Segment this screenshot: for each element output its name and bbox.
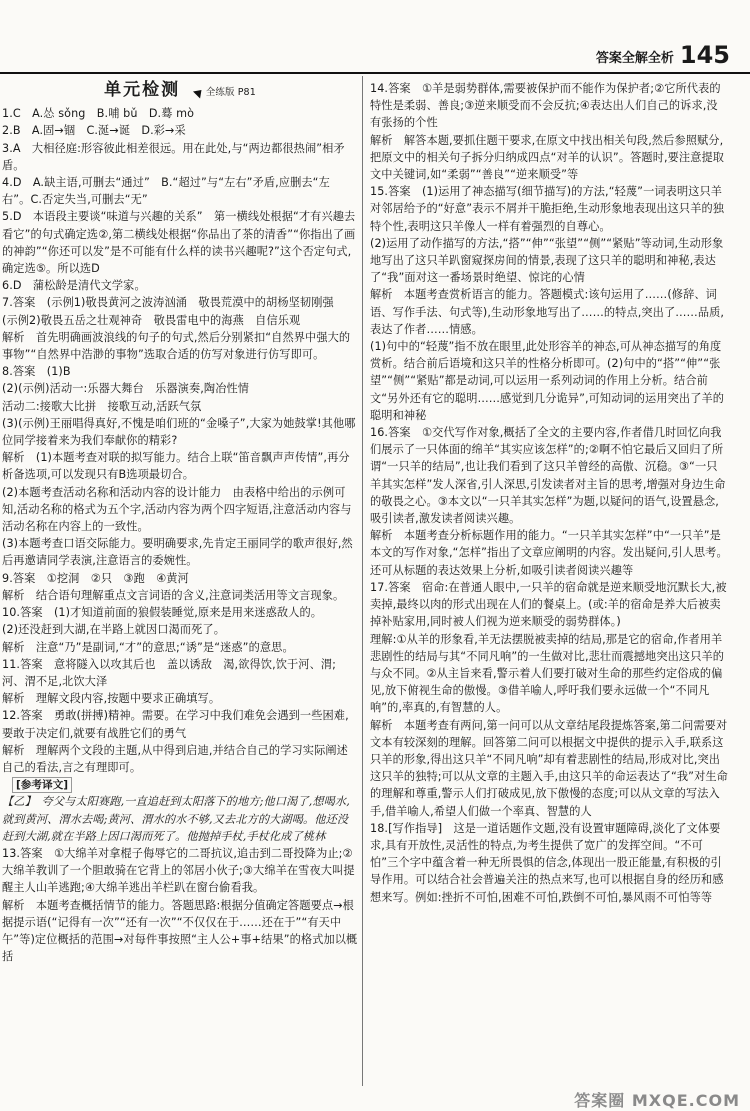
- header-rule: [0, 72, 750, 74]
- answer-paragraph: 13.答案 ①大绵羊对拿棍子侮辱它的二哥抗议,追击到二哥投降为止;②大绵羊教训了一个胆敢骑在它背上的邻居小伙子;③大绵羊在雪夜大叫提醒主人山羊逃跑;④大绵羊逃出羊栏趴在窗台偷看我。: [2, 846, 355, 895]
- answer-paragraph: (2)运用了动作描写的方法,“搭”“伸”“张望”“侧”“紧贴”等动词,生动形象地写出了这只羊趴窗窥探房间的情景,表现了这只羊的聪明和神秘,表达了“我”面对这一番场景时绝望、惊诧的心情: [370, 236, 724, 285]
- page-header: [595, 41, 730, 69]
- answer-paragraph: 解析 首先明确画波浪线的句子的句式,然后分别紧扣“自然界中强大的事物”“自然界中浩渺的事物”选取合适的仿写对象进行仿写即可。: [2, 330, 351, 362]
- answer-paragraph: 4.D A.缺主语,可删去“通过” B.“超过”与“左右”矛盾,应删去“左右”。C.否定失当,可删去“无”: [2, 176, 330, 207]
- answer-paragraph: 17.答案 宿命:在普通人眼中,一只羊的宿命就是逆来顺受地沉默长大,被卖掉,最终以肉的形式出现在人们的餐桌上。(或:羊的宿命是养大后被卖掉补贴家用,同时被人们视为逆来顺受的弱势群体。): [370, 580, 727, 629]
- answer-paragraph: 18.[写作指导] 这是一道话题作文题,没有设置审题障碍,淡化了文体要求,具有开放性,灵活性的特点,为考生提供了宽广的发挥空间。“不可怕”三个字中蕴含着一种无所畏惧的信念,体现出一股正能量,有积极的引导作用。可以结合社会普遍关注的热点来写,也可以根据自身的经历和感想来写。例如:挫折不可怕,困难不可怕,跌倒不可怕,暴风雨不可怕等等: [370, 821, 724, 904]
- right-answer-list: [370, 80, 728, 906]
- watermark-logo: 答案圈 MXQE.COM: [574, 1091, 740, 1110]
- answer-paragraph: 解析 理解两个文段的主题,从中得到启迪,并结合自己的学习实际阐述自己的看法,言之有理即可。: [2, 743, 348, 774]
- answer-paragraph: 解析 结合语句理解重点文言词语的含义,注意词类活用等文言现象。: [2, 588, 345, 602]
- answer-paragraph: 解析 本题考查赏析语言的能力。答题模式:该句运用了……(修辞、词语、写作手法、句式等),生动形象地写出了……的特点,突出了……品质,表达了作者……情感。: [370, 288, 725, 336]
- answer-paragraph: (3)本题考查口语交际能力。要明确要求,先肯定王丽同学的歌声很好,然后再邀请同学表演,注意语言的委婉性。: [2, 537, 353, 568]
- answer-paragraph: 12.答案 勇敢(拼搏)精神。需要。在学习中我们难免会遇到一些困难,要敢于决定们,就要有战胜它们的勇气: [2, 709, 349, 740]
- left-answer-list-tail: [2, 845, 358, 965]
- answer-paragraph: (3)(示例)王丽唱得真好,不愧是咱们班的“金嗓子”,大家为她鼓掌!其他哪位同学接着来为我们奉献你的精彩?: [2, 416, 356, 448]
- answer-paragraph: 活动二:接歌大比拼 接歌互动,活跃气氛: [2, 399, 202, 413]
- answer-paragraph: 解析 (1)本题考查对联的拟写能力。结合上联“笛音飘声声传情”,再分析备选项,可以发现只有B选项最切合。: [2, 451, 350, 482]
- answer-paragraph: 7.答案 (示例1)敬畏黄河之波涛汹涌 敬畏荒漠中的胡杨坚韧刚强: [2, 296, 334, 310]
- answer-paragraph: (2)(示例)活动一:乐器大舞台 乐器演奏,陶冶性情: [2, 382, 250, 396]
- section-title: 单元检测: [104, 80, 181, 100]
- answer-paragraph: 8.答案 (1)B: [2, 365, 71, 379]
- section-heading: [2, 82, 358, 101]
- answer-paragraph: 9.答案 ①挖洞 ②只 ③跑 ④黄河: [2, 571, 189, 585]
- answer-paragraph: 解析 本题考查概括情节的能力。答题思路:根据分值确定答题要点→根据提示语(“记得有一次”“还有一次”“不仅仅在于……还在于”“有天中午”等)定位概括的范围→对每件事按照“主人公+事+结果”的格式加以概括: [2, 898, 358, 964]
- reference-translation: [2, 776, 358, 845]
- answer-paragraph: 解析 理解文段内容,按题中要求正确填写。: [2, 692, 221, 706]
- reference-translation-text: 【乙】 夸父与太阳赛跑,一直追赶到太阳落下的地方;他口渴了,想喝水,就到黄河、渭水去喝;黄河、渭水的水不够,又去北方的大湖喝。他还没赶到大湖,就在半路上因口渴而死了。他抛掉手杖,手杖化成了桃林: [2, 795, 350, 843]
- answer-paragraph: 10.答案 (1)才知道前面的狼假装睡觉,原来是用来迷惑敌人的。: [2, 606, 323, 620]
- answer-paragraph: 解析 注意“乃”是副词,“才”的意思;“诱”是“迷惑”的意思。: [2, 640, 294, 654]
- answer-paragraph: 5.D 本语段主要谈“味道与兴趣的关系” 第一横线处根据“才有兴趣去看它”的句式确定选②,第二横线处根据“你品出了茶的清香”“你指出了画的神韵”“你还可以发”是不可能有什么样的读书兴趣呢?”这个否定句式,确定选⑤。所以选D: [2, 210, 356, 276]
- answer-paragraph: (示例2)敬畏五岳之壮观神奇 敬畏雷电中的海燕 自信乐观: [2, 313, 301, 327]
- answer-paragraph: 解析 本题考查分析标题作用的能力。“一只羊其实怎样”中“一只羊”是本文的写作对象,“怎样”指出了文章应阐明的内容。发出疑问,引人思考。还可从标题的表达效果上分析,如吸引读者阅读兴趣等: [370, 529, 728, 577]
- answer-paragraph: 11.答案 意将隧入以攻其后也 盖以诱敌 渴,欲得饮,饮于河、渭;河、渭不足,北饮大泽: [2, 657, 337, 688]
- right-column: [370, 80, 728, 906]
- answer-paragraph: 6.D 蒲松龄是清代文学家。: [2, 279, 146, 293]
- header-label: 答案全解全析: [595, 51, 674, 66]
- reference-translation-title: [参考译文]: [12, 777, 72, 793]
- left-answer-list: [2, 105, 358, 776]
- answer-paragraph: 解析 本题考查有两问,第一问可以从文章结尾段提炼答案,第二问需要对文本有较深刻的理解。回答第二问可以根据文中提供的提示入手,联系这只羊的形象,得出这只羊“不同凡响”却有着悲剧性的结局,形成对比,突出这只羊的独特;可以从文章的主题入手,由这只羊的命运表达了“我”对生命的理解和尊重,警示人们打破成见,放下傲慢的态度;可以从文章的写法入手,借羊喻人,希望人们做一个率真、智慧的人: [370, 718, 728, 818]
- column-divider: [362, 76, 363, 1086]
- page-number: 145: [679, 41, 730, 69]
- answer-paragraph: 15.答案 (1)运用了神态描写(细节描写)的方法,“轻蔑”一词表明这只羊对邻居给予的“好意”表示不屑并干脆拒绝,生动形象地表现出这只羊的独特个性,表明这只羊像人一样有着强烈的自尊心。: [370, 185, 725, 233]
- answer-paragraph: (2)还没赶到大湖,在半路上就因口渴而死了。: [2, 623, 225, 637]
- answer-paragraph: 16.答案 ①交代写作对象,概括了全文的主要内容,作者借几时回忆向我们展示了一只体面的绵羊“其实应该怎样”的;②啊不怕它最后又回归了所谓“一只羊的结局”,也让我们看到了这只羊曾经的高傲、沉稳。③“一只羊其实怎样”发人深省,引人深思,引发读者对主旨的思考,增强对身边生命的敬畏之心。③本文以“一只羊其实怎样”为题,以疑问的语气,设置悬念,吸引读者,激发读者阅读兴趣。: [370, 426, 726, 526]
- answer-paragraph: 3.A 大相径庭:形容彼此相差很远。用在此处,与“两边都很热闹”相矛盾。: [2, 141, 345, 172]
- answer-paragraph: (2)本题考查活动名称和活动内容的设计能力 由表格中给出的示例可知,活动名称的格式为五个字,活动内容为两个四字短语,注意活动内容与活动名称在内容上的一致性。: [2, 485, 352, 534]
- answer-paragraph: 理解:①从羊的形象看,羊无法摆脱被卖掉的结局,那是它的宿命,作者用羊悲剧性的结局与其“不同凡响”的一生做对比,悲壮而震撼地突出这只羊的与众不同。②从主旨来看,警示着人们要打破对生命的那些约定俗成的偏见,放下俯视生命的傲慢。③借羊喻人,呼吁我们要永远做一个“不同凡响”的,率真的,有智慧的人。: [370, 632, 725, 715]
- answer-paragraph: (1)句中的“轻蔑”指不放在眼里,此处形容羊的神态,可从神态描写的角度赏析。结合前后语境和这只羊的性格分析即可。(2)句中的“搭”“伸”“张望”“侧”“紧贴”都是动词,可以运用一系列动词的作用上分析。结合前文“另外还有它的聪明……感觉到几分诡异”,可知动词的运用突出了羊的聪明和神秘: [370, 340, 725, 422]
- arrow-icon: [193, 86, 205, 98]
- answer-paragraph: 2.B A.固→锢 C.涎→诞 D.彩→采: [2, 124, 186, 138]
- answer-paragraph: 1.C A.怂 sǒng B.哺 bǔ D.蓦 mò: [2, 107, 195, 121]
- answer-paragraph: 解析 解答本题,要抓住题干要求,在原文中找出相关句段,然后参照赋分,把原文中的相关句子拆分归纳成四点“对羊的认识”。答题时,要注意提取文中关键词,如“柔弱”“善良”“逆来顺受”等: [370, 133, 725, 182]
- left-column: [2, 80, 358, 965]
- section-ref: 全练版 P81: [194, 87, 256, 98]
- answer-paragraph: 14.答案 ①羊是弱势群体,需要被保护而不能作为保护者;②它所代表的特性是柔弱、善良;③逆来顺受而不会反抗;④表达出人们自己的诉求,没有张扬的个性: [370, 82, 721, 130]
